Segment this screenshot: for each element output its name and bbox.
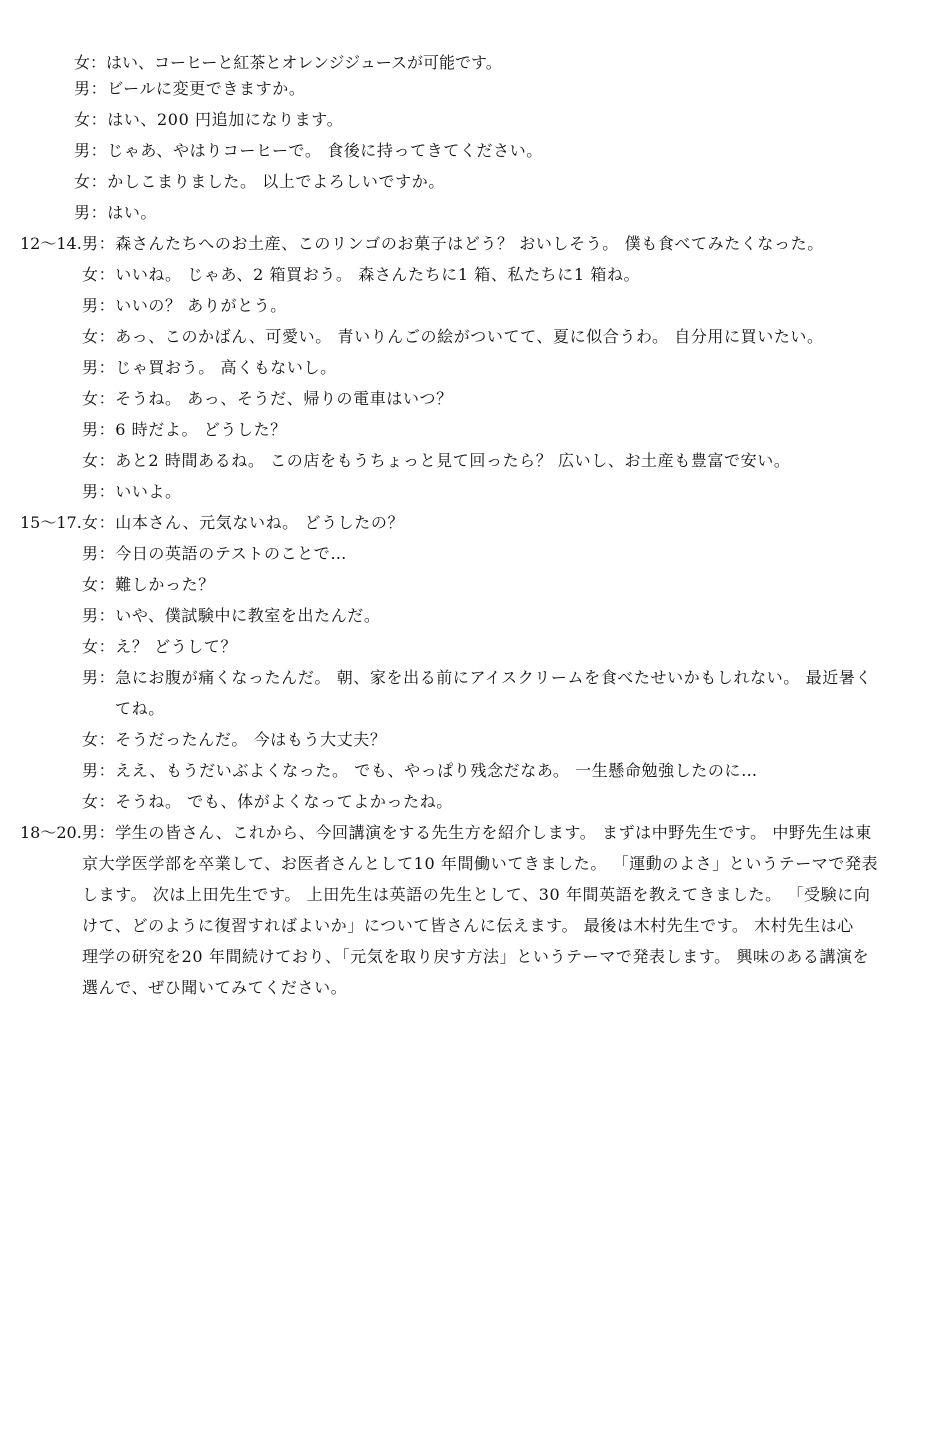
speaker-label: 男 xyxy=(82,296,99,315)
dialogue-line: 女：え？ どうして？ xyxy=(82,637,238,656)
dialogue-line: 男：いいよ。 xyxy=(82,482,182,501)
dialogue-line: 男：はい。 xyxy=(74,203,158,222)
speaker-label: 男 xyxy=(82,823,99,842)
line-text: そうね。 でも、体がよくなってよかったね。 xyxy=(115,792,453,811)
dialogue-line: 女：そうだったんだ。 今はもう大丈夫？ xyxy=(82,730,387,749)
dialogue-line: 女：あっ、このかばん、可愛い。 青いりんごの絵がついてて、夏に似合うわ。 自分用に買いたい。 xyxy=(82,327,824,346)
speaker-label: 女 xyxy=(82,637,99,656)
line-text: 京大学医学部を卒業して、お医者さんとして10 年間働いてきました。 「運動のよさ」というテーマで発表 xyxy=(82,854,879,873)
dialogue-line: 男：いいの？ ありがとう。 xyxy=(82,296,287,315)
line-text: 選んで、ぜひ聞いてみてください。 xyxy=(82,978,348,997)
dialogue-line: 男：急にお腹が痛くなったんだ。 朝、家を出る前にアイスクリームを食べたせいかもしれない。 最近暑く xyxy=(82,668,872,687)
line-text: あと2 時間あるね。 この店をもうちょっと見て回ったら？ 広いし、お土産も豊富で安い。 xyxy=(115,451,791,470)
dialogue-line: 女：そうね。 でも、体がよくなってよかったね。 xyxy=(82,792,453,811)
line-text: します。 次は上田先生です。 上田先生は英語の先生として、30 年間英語を教えてきました。 「受験に向 xyxy=(82,885,871,904)
line-text: 難しかった？ xyxy=(115,575,215,594)
question-number: 18～20. xyxy=(20,823,82,842)
speaker-label: 女 xyxy=(82,730,99,749)
dialogue-line: 女：難しかった？ xyxy=(82,575,215,594)
monologue-line xyxy=(82,910,854,941)
speaker-label: 男 xyxy=(74,203,91,222)
speaker-label: 男 xyxy=(74,79,91,98)
line-text: いいの？ ありがとう。 xyxy=(115,296,287,315)
line-text: 学生の皆さん、これから、今回講演をする先生方を紹介します。 まずは中野先生です。 中野先生は東 xyxy=(115,823,872,842)
monologue-line xyxy=(82,972,347,1003)
monologue-line xyxy=(82,941,869,972)
line-text: かしこまりました。 以上でよろしいですか。 xyxy=(107,172,445,191)
line-text: そうね。 あっ、そうだ、帰りの電車はいつ？ xyxy=(115,389,453,408)
line-text: ええ、もうだいぶよくなった。 でも、やっぱり残念だなあ。 一生懸命勉強したのに… xyxy=(115,761,758,780)
speaker-label: 女 xyxy=(82,265,99,284)
line-text: 森さんたちへのお土産、このリンゴのお菓子はどう？ おいしそう。 僕も食べてみたくなった。 xyxy=(115,234,824,253)
speaker-label: 女 xyxy=(82,792,99,811)
dialogue-line: 女：いいね。 じゃあ、2 箱買おう。 森さんたちに1 箱、私たちに1 箱ね。 xyxy=(82,265,641,284)
speaker-label: 男 xyxy=(82,482,99,501)
line-text: そうだったんだ。 今はもう大丈夫？ xyxy=(115,730,387,749)
speaker-label: 男 xyxy=(82,544,99,563)
question-number: 12～14. xyxy=(20,234,82,253)
speaker-label: 男 xyxy=(82,606,99,625)
line-text: はい。 xyxy=(107,203,158,222)
dialogue-line: 女：はい、200 円追加になります。 xyxy=(74,110,344,129)
dialogue-line: 男：ええ、もうだいぶよくなった。 でも、やっぱり残念だなあ。 一生懸命勉強したのに… xyxy=(82,761,758,780)
line-text: 急にお腹が痛くなったんだ。 朝、家を出る前にアイスクリームを食べたせいかもしれない。 最近暑く xyxy=(115,668,872,687)
dialogue-line: 女：あと2 時間あるね。 この店をもうちょっと見て回ったら？ 広いし、お土産も豊富で安い。 xyxy=(82,451,791,470)
line-text: じゃ買おう。 高くもないし。 xyxy=(115,358,337,377)
dialogue-line: 男：6 時だよ。 どうした？ xyxy=(82,420,287,439)
dialogue-line: 女：そうね。 あっ、そうだ、帰りの電車はいつ？ xyxy=(82,389,453,408)
line-text: あっ、このかばん、可愛い。 青いりんごの絵がついてて、夏に似合うわ。 自分用に買いたい。 xyxy=(115,327,824,346)
monologue-line xyxy=(82,848,878,879)
line-text: けて、どのように復習すればよいか」について皆さんに伝えます。 最後は木村先生です。 木村先生は心 xyxy=(82,916,854,935)
line-text: じゃあ、やはりコーヒーで。 食後に持ってきてください。 xyxy=(107,141,543,160)
speaker-label: 男 xyxy=(82,358,99,377)
dialogue-line-continuation xyxy=(115,693,165,724)
cut-off-text: 女：はい、コーヒーと紅茶とオレンジジュースが可能です。 xyxy=(74,53,502,72)
speaker-label: 女 xyxy=(82,575,99,594)
line-text: ビールに変更できますか。 xyxy=(107,79,306,98)
monologue-line xyxy=(82,879,870,910)
speaker-label: 男 xyxy=(82,668,99,687)
speaker-label: 女 xyxy=(82,327,99,346)
dialogue-line: 男：今日の英語のテストのことで… xyxy=(82,544,347,563)
line-text: いいよ。 xyxy=(115,482,182,501)
line-text: 今日の英語のテストのことで… xyxy=(115,544,347,563)
line-text: いいね。 じゃあ、2 箱買おう。 森さんたちに1 箱、私たちに1 箱ね。 xyxy=(115,265,641,284)
dialogue-line: 男：森さんたちへのお土産、このリンゴのお菓子はどう？ おいしそう。 僕も食べてみたくなった。 xyxy=(82,234,824,253)
speaker-label: 女 xyxy=(82,389,99,408)
line-text: 理学の研究を20 年間続けており、「元気を取り戻す方法」というテーマで発表します。 興味のある講演を xyxy=(82,947,870,966)
line-text: いや、僕試験中に教室を出たんだ。 xyxy=(115,606,381,625)
dialogue-line: 男：いや、僕試験中に教室を出たんだ。 xyxy=(82,606,381,625)
speaker-label: 女 xyxy=(82,451,99,470)
speaker-label: 男 xyxy=(82,234,99,253)
cut-off-line xyxy=(74,48,594,72)
dialogue-line: 男：ビールに変更できますか。 xyxy=(74,79,306,98)
speaker-label: 男 xyxy=(82,420,99,439)
speaker-label: 男 xyxy=(74,141,91,160)
speaker-label: 女 xyxy=(74,110,91,129)
speaker-label: 男 xyxy=(82,761,99,780)
line-text: 6 時だよ。 どうした？ xyxy=(115,420,287,439)
monologue-line: 男：学生の皆さん、これから、今回講演をする先生方を紹介します。 まずは中野先生です。 中野先生は東 xyxy=(82,823,872,842)
dialogue-line: 男：じゃ買おう。 高くもないし。 xyxy=(82,358,337,377)
line-text: 山本さん、元気ないね。 どうしたの？ xyxy=(115,513,405,532)
speaker-label: 女 xyxy=(74,172,91,191)
speaker-label: 女 xyxy=(82,513,99,532)
line-text: はい、200 円追加になります。 xyxy=(107,110,344,129)
question-number: 15～17. xyxy=(20,513,82,532)
dialogue-line: 男：じゃあ、やはりコーヒーで。 食後に持ってきてください。 xyxy=(74,141,543,160)
line-text: え？ どうして？ xyxy=(115,637,238,656)
dialogue-line: 女：かしこまりました。 以上でよろしいですか。 xyxy=(74,172,445,191)
dialogue-line: 女：山本さん、元気ないね。 どうしたの？ xyxy=(82,513,405,532)
line-text: てね。 xyxy=(115,699,165,718)
